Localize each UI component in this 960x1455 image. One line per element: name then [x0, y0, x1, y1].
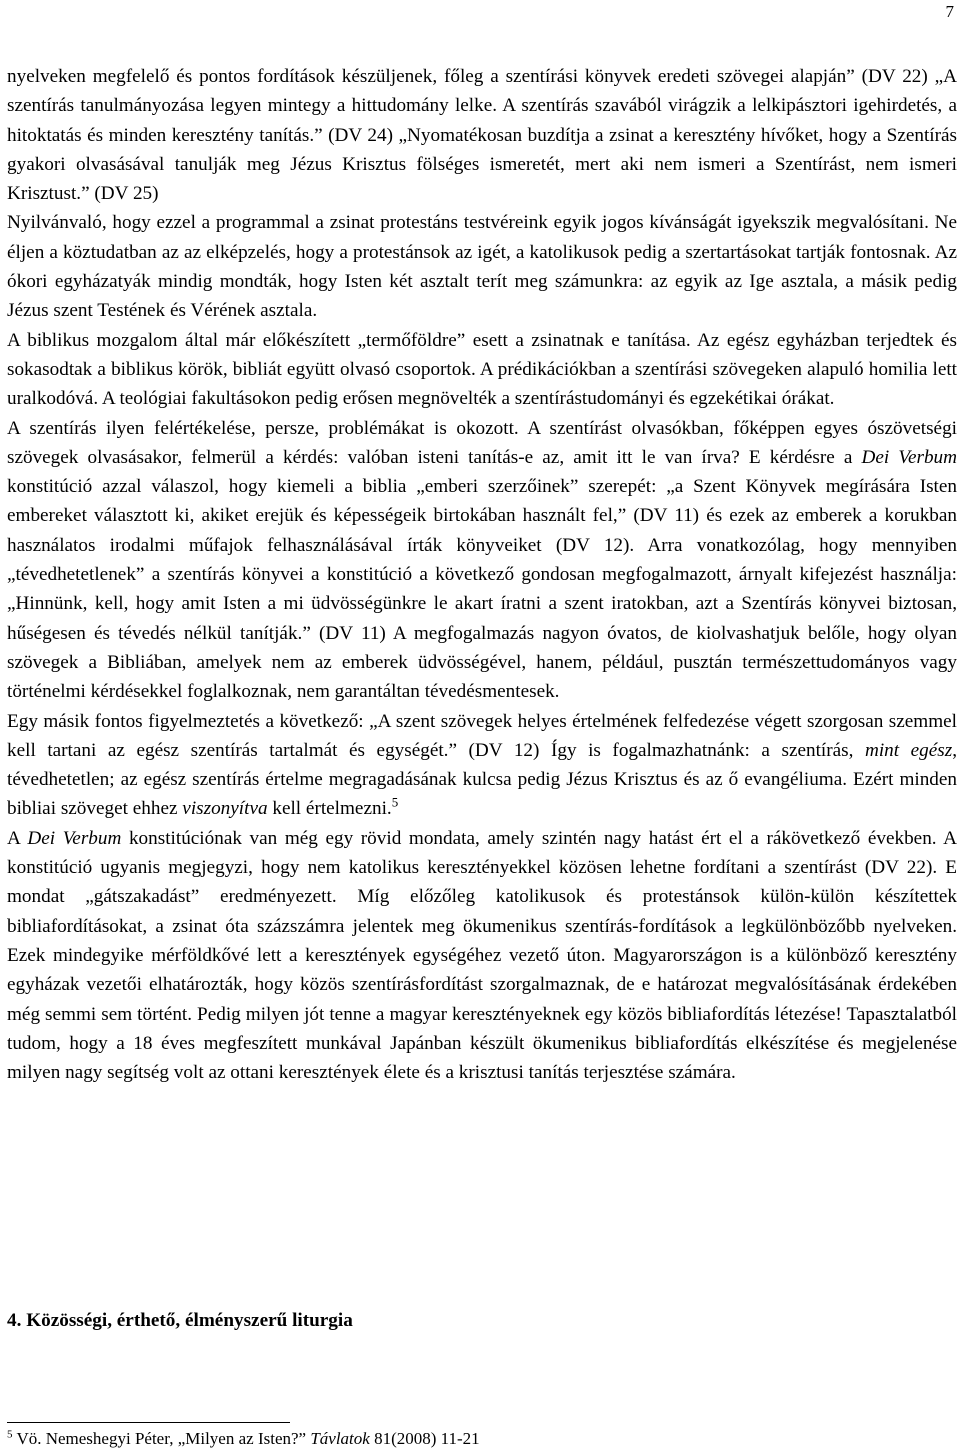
paragraph-3 — [7, 326, 957, 414]
footnote-divider — [7, 1422, 290, 1423]
footnote-reference[interactable]: 5 — [391, 795, 399, 811]
paragraph-1 — [7, 62, 957, 208]
paragraph-2-text: Nyilvánvaló, hogy ezzel a programmal a zsinat protestáns testvéreink egyik jogos kívánságát igyekszik megvalósítani. Ne éljen a köztudatban az az elképzelés, hogy a protestánsok az igét, a katolikusok pedig a szertartásokat tartják fontosnak. Az ókori egyházatyák mindig mondták, hogy Isten két asztalt terít meg számunkra: az egyik az Ige asztala, a másik pedig Jézus szent Testének és Vérének asztala. — [7, 212, 957, 322]
paragraph-6 — [7, 824, 957, 1088]
dei-verbum-title-2: Dei Verbum — [27, 827, 122, 849]
paragraph-4 — [7, 414, 957, 707]
paragraph-4-text-cont: konstitúció azzal válaszol, hogy kiemeli a biblia „emberi szerzőinek” szerepét: „a Szent Könyvek megírására Isten embereket választott ki, akiket erejük és képességeik birtokában használt fel,” (DV 11) és ezek az emberek a korukban használatos irodalmi műfajok felhasználásával írták könyveiket (DV 12). Arra vonatkozólag, hogy mennyiben „tévedhetetlenek” a szentírás könyvei a konstitúció a következő gondosan megfogalmazott, árnyalt kifejezést használja: „Hinnünk, kell, hogy amit Isten a mi üdvösségünkre le akart íratni a szent iratokban, azt a Szentírás könyvei biztosan, hűségesen és tévedés nélkül tanítják.” (DV 11) A megfogalmazás nagyon óvatos, de kiolvashatjuk belőle, hogy olyan szövegek a Bibliában, amelyek nem az emberek üdvösségével, hanem, például, pusztán természettudományos vagy történelmi kérdésekkel foglalkoznak, nem garantáltan tévedésmentesek. — [7, 476, 957, 703]
section-heading: 4. Közösségi, érthető, élményszerű liturgia — [7, 1310, 353, 1331]
dei-verbum-title: Dei Verbum — [861, 446, 957, 468]
paragraph-5 — [7, 707, 957, 824]
paragraph-6-text-cont: konstitúciónak van még egy rövid mondata, amely szintén nagy hatást ért el a rákövetkező években. A konstitúció ugyanis megjegyzi, hogy nem katolikus keresztényekkel közösen lehetne fordítani a szentírást (DV 22). E mondat „gátszakadást” eredményezett. Míg előzőleg katolikusok és protestánsok külön-külön készítettek bibliafordításokat, a zsinat óta százszámra jelentek meg ökumenikus szentírás-fordítások a legkülönbözőbb nyelveken. Ezek mindegyike mérföldkővé lett a keresztények egységéhez vezető úton. Magyarországon is a különböző keresztény egyházak vezetői elhatározták, hogy közös szentírásfordítást szorgalmaznak, de e határozat megvalósításának érdekében még semmi sem történt. Pedig milyen jót tenne a magyar keresztényeknek egy közös bibliafordítás létezése! Tapasztalatból tudom, hogy a 18 éves megfeszített munkával Japánban készült ökumenikus bibliafordítás elkészítése és megjelenése milyen nagy segítség volt az ottani keresztények élete és a krisztusi tanítás terjesztése számára. — [7, 827, 957, 1084]
paragraph-6-text: A — [7, 827, 28, 849]
body-text — [7, 62, 957, 1087]
footnote-text: Vö. Nemeshegyi Péter, „Milyen az Isten?” — [12, 1429, 311, 1448]
paragraph-3-text: A biblikus mozgalom által már előkészített „termőföldre” esett a zsinatnak e tanítása. Az egész egyházban terjedtek és sokasodtak a biblikus körök, bibliát együtt olvasó csoportok. A prédikációkban a szentírási szövegeken alapuló homilia lett uralkodóvá. A teológiai fakultásokon pedig erősen megnövelték a szentírástudományi és egzekétikai órákat. — [7, 329, 957, 410]
paragraph-4-text: A szentírás ilyen felértékelése, persze, problémákat is okozott. A szentírást olvasókban, főképpen egyes ószövetségi szövegek olvasásakor, felmerül a kérdés: valóban isteni tanítás-e az, amit itt le van írva? E kérdésre a — [7, 417, 957, 468]
footnote-number: 5 — [7, 1428, 13, 1441]
paragraph-5-text-end: kell értelmezni. — [267, 798, 392, 820]
footnote-citation: 81(2008) 11-21 — [369, 1429, 480, 1448]
paragraph-1-text: nyelveken megfelelő és pontos fordítások készüljenek, főleg a szentírási könyvek eredeti szövegei alapján” (DV 22) „A szentírás tanulmányozása legyen mintegy a hittudomány lelke. A szentírás szavából virágzik a lelkipásztori igehirdetés, a hitoktatás és minden keresztény tanítás.” (DV 24) „Nyomatékosan buzdítja a zsinat a keresztény hívőket, hogy a Szentírás gyakori olvasásával tanulják meg Jézus Krisztus fölséges ismeretét, mert aki nem ismeri a Szentírást, nem ismeri Krisztust.” (DV 25) — [7, 66, 957, 205]
page-number: 7 — [945, 2, 954, 21]
paragraph-5-text-cont: , tévedhetetlen; az egész szentírás értelme megragadásának kulcsa pedig Jézus Krisztus és az ő evangéliuma. Ezért minden bibliai szöveget ehhez — [7, 739, 957, 820]
paragraph-5-text: Egy másik fontos figyelmeztetés a következő: „A szent szövegek helyes értelmének felfedezése végett szorgosan szemmel kell tartani az egész szentírás tartalmát és egységét.” (DV 12) Így is fogalmazhatnánk: a szentírás, — [7, 710, 957, 761]
footnote-journal: Távlatok — [310, 1429, 370, 1448]
footnote — [7, 1428, 480, 1450]
emphasis-viszonyitva: viszonyítva — [182, 798, 268, 820]
paragraph-2 — [7, 208, 957, 325]
emphasis-mint-egesz: mint egész — [864, 739, 953, 761]
